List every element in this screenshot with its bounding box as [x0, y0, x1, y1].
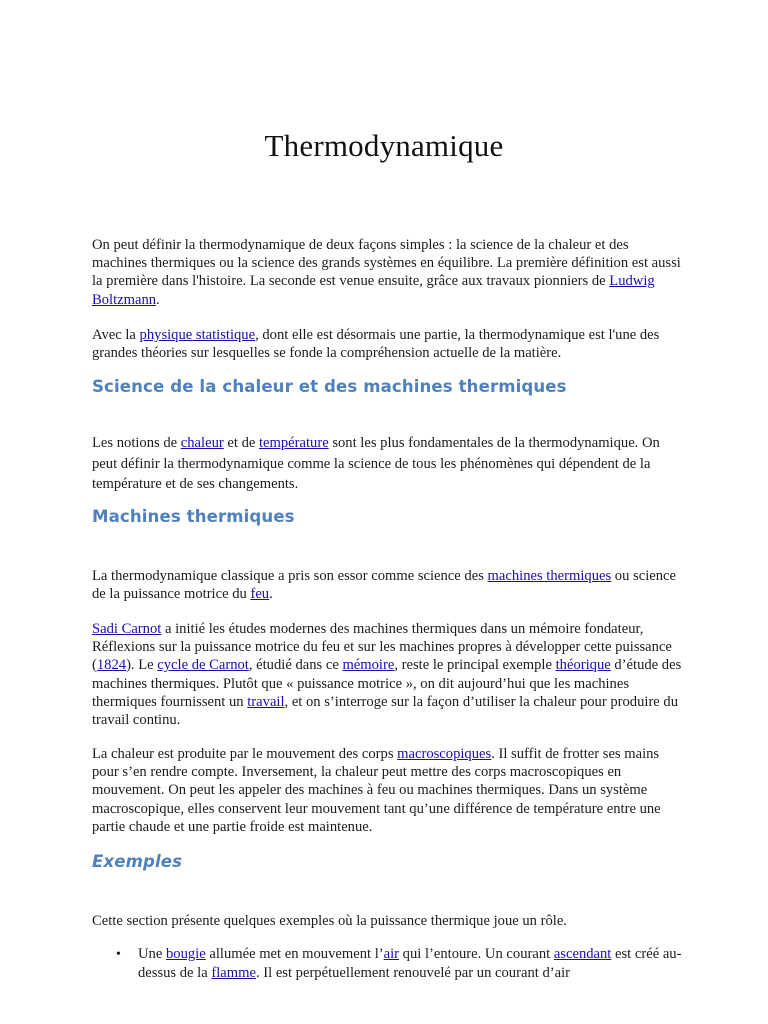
text-span: . Il est perpétuellement renouvelé par un courant d’air [255, 965, 570, 981]
link-feu[interactable]: feu [250, 586, 270, 603]
intro-paragraph-1 [92, 236, 684, 309]
text-span: On peut définir la thermodynamique de deux façons simples : la science de la chaleur et des machines thermiques ou la science des grands systèmes en équilibre. La première définition est aussi la première dans l'histoire. La seconde est venue ensuite, grâce aux travaux pionniers de [92, 237, 681, 290]
text-span: , étudié dans ce [248, 657, 343, 674]
text-span: Avec la [92, 327, 140, 343]
link-air[interactable]: air [383, 946, 400, 962]
link-memoire[interactable]: mémoire [342, 657, 395, 674]
text-span: sont les plus fondamentales de la thermodynamique. On peut définir la thermodynamique comme la science de tous les phénomènes qui dépendent de la température et de ses changements. [92, 435, 660, 492]
link-physique-statistique[interactable]: physique statistique [139, 327, 256, 343]
machines-paragraph-3 [92, 745, 684, 836]
page-title: Thermodynamique [264, 128, 504, 163]
heading-machines-thermiques: Machines thermiques [92, 507, 295, 526]
heading-science-chaleur: Science de la chaleur et des machines thermiques [92, 377, 567, 396]
text-span: La thermodynamique classique a pris son essor comme science des [92, 568, 488, 584]
exemples-intro: Cette section présente quelques exemples où la puissance thermique joue un rôle. [92, 913, 567, 929]
list-item [92, 945, 684, 983]
chaleur-paragraph [92, 433, 684, 495]
text-span: La chaleur est produite par le mouvement des corps [92, 746, 398, 762]
text-span: Les notions de [92, 435, 181, 451]
text-span: , dont elle est désormais une partie, la thermodynamique est l'une des grandes théories sur lesquelles se fonde la compréhension actuelle de la matière. [92, 327, 660, 362]
link-bougie[interactable]: bougie [165, 946, 206, 962]
text-span: ou science de la puissance motrice du [92, 568, 676, 603]
text-span: , reste le principal exemple [394, 657, 556, 674]
bullet-icon: • [116, 947, 121, 962]
machines-paragraph-2 [92, 620, 684, 729]
link-flamme[interactable]: flamme [211, 965, 256, 981]
link-theorique[interactable]: théorique [555, 657, 611, 674]
exemples-list [92, 945, 684, 983]
link-temperature[interactable]: température [259, 435, 329, 451]
text-span: . Il suffit de frotter ses mains pour s’en rendre compte. Inversement, la chaleur peut mettre des corps macroscopiques en mouvement. On peut les appeler des machines à feu ou machines thermiques. Dans un système macroscopique, elles conservent leur mouvement tant qu’une différence de température entre une partie chaude et une partie froide est maintenue. [92, 746, 661, 835]
text-span: , et on s’interroge sur la façon d’utiliser la chaleur pour produire du travail continu. [92, 693, 679, 729]
link-ascendant[interactable]: ascendant [553, 946, 612, 962]
text-span: . [269, 586, 273, 603]
text-span: est créé au-dessus de la [138, 946, 682, 981]
link-chaleur[interactable]: chaleur [180, 435, 224, 451]
machines-paragraph-1 [92, 567, 684, 603]
text-span: . [156, 291, 160, 308]
text-span: allumée met en mouvement l’ [205, 946, 384, 962]
text-span: ). Le [126, 657, 158, 674]
link-travail[interactable]: travail [247, 693, 285, 710]
link-cycle-de-carnot[interactable]: cycle de Carnot [157, 657, 249, 674]
text-span: a initié les études modernes des machines thermiques dans un mémoire fondateur, Réflexions sur la puissance motrice du feu et sur les machines propres à développer cette puissance ( [92, 621, 672, 674]
text-span: et de [223, 435, 259, 451]
link-sadi-carnot[interactable]: Sadi Carnot [92, 621, 162, 637]
text-span: d’étude des machines thermiques. Plutôt que « puissance motrice », on dit aujourd’hui que les machines thermiques fournissent un [92, 657, 682, 710]
text-span: qui l’entoure. Un courant [399, 946, 554, 962]
link-ludwig-boltzmann[interactable]: Ludwig Boltzmann [92, 273, 655, 308]
link-macroscopiques[interactable]: macroscopiques [397, 746, 492, 762]
text-span: Une [138, 946, 166, 962]
intro-paragraph-2 [92, 326, 684, 362]
heading-exemples: Exemples [92, 852, 183, 871]
link-machines-thermiques[interactable]: machines thermiques [487, 568, 612, 584]
link-1824[interactable]: 1824 [96, 657, 127, 674]
